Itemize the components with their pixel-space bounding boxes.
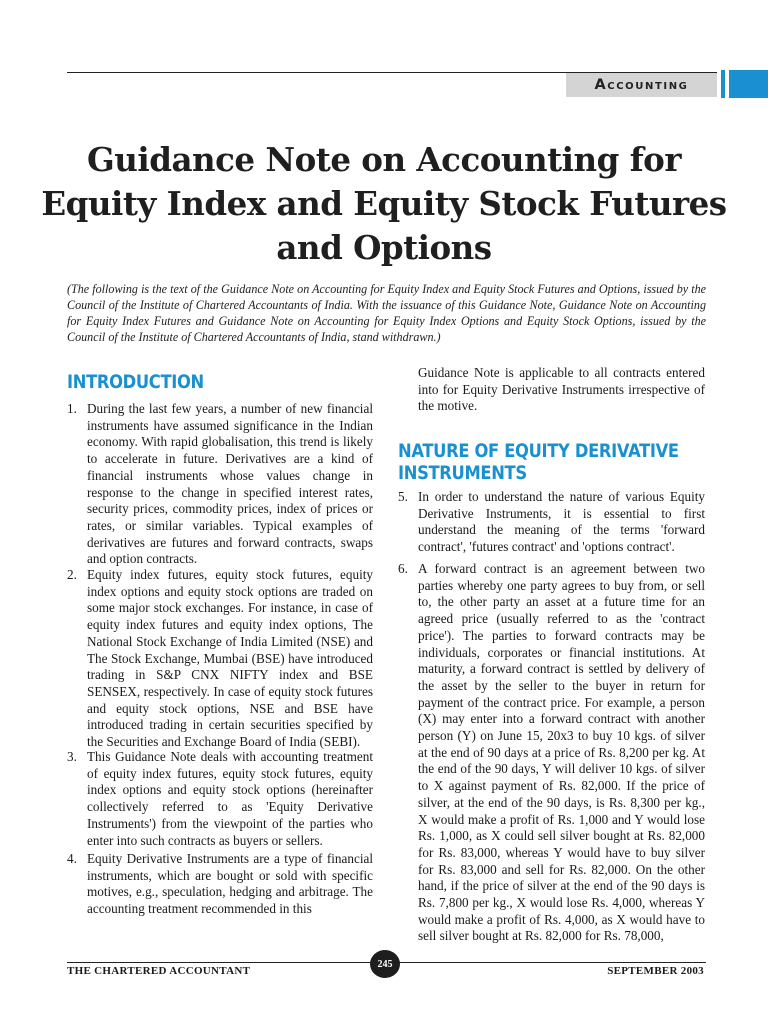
paragraph-4 <box>67 851 373 918</box>
heading-nature-line1: NATURE OF EQUITY DERIVATIVE <box>398 440 679 462</box>
page-number-badge: 245 <box>370 950 400 978</box>
article-title: Guidance Note on Accounting for Equity Index and Equity Stock Futures and Options <box>41 140 727 267</box>
issue-date: SEPTEMBER 2003 <box>607 965 704 977</box>
header-accent-bar <box>729 70 768 98</box>
intro-note: (The following is the text of the Guidance Note on Accounting for Equity Index and Equity Stock Futures and Options, issued by the Council of the Institute of Chartered Accountants of India. With the issuance of this Guidance Note, Guidance Note on Accounting for Equity Index Futures and Guidance Note on Accounting for Equity Index Options and Equity Stock Options, issued by the Council of the Institute of Chartered Accountants of India, stand withdrawn.) <box>67 282 706 345</box>
paragraph-number: 4. <box>67 851 77 866</box>
paragraph-text: In order to understand the nature of various Equity Derivative Instruments, it is essential to first understand the meaning of the terms 'forward contract', 'futures contract' and 'options contract'. <box>418 489 705 555</box>
section-label: Accounting <box>566 73 717 97</box>
paragraph-number: 6. <box>398 561 408 576</box>
paragraph-5 <box>398 489 705 556</box>
paragraph-text: During the last few years, a number of new financial instruments have assumed significance in the Indian economy. With rapid globalisation, this trend is likely to accelerate in future. Derivatives are a kind of financial instruments whose values change in response to the change in specified interest rates, security prices, commodity prices, index of prices or rates, or similar variables. Typical examples of derivatives are futures and forward contracts, swaps and option contracts. <box>87 401 373 567</box>
paragraph-text: Equity Derivative Instruments are a type of financial instruments, which are bought or sold with specific motives, e.g., speculation, hedging and arbitrage. The accounting treatment recommended in this <box>87 851 373 917</box>
paragraph-number: 3. <box>67 749 77 764</box>
heading-nature-line2: INSTRUMENTS <box>398 462 527 484</box>
paragraph-number: 5. <box>398 489 408 504</box>
header-accent-bar-thin <box>721 70 725 98</box>
paragraph-number: 2. <box>67 567 77 582</box>
paragraph-number: 1. <box>67 401 77 416</box>
paragraph-4-continuation: Guidance Note is applicable to all contracts entered into for Equity Derivative Instruments irrespective of the motive. <box>418 365 705 414</box>
paragraph-text: This Guidance Note deals with accounting treatment of equity index futures, equity stock futures, equity index options and equity stock options (hereinafter collectively referred to as 'Equity Derivative Instruments') from the viewpoint of the parties who enter into such contracts as buyers or sellers. <box>87 749 373 848</box>
paragraph-text: Equity index futures, equity stock futures, equity index options and equity stock options are traded on some major stock exchanges. For instance, in case of equity index futures and equity index options, The National Stock Exchange of India Limited (NSE) and The Stock Exchange, Mumbai (BSE) have introduced trading in S&P CNX NIFTY index and BSE SENSEX, respectively. In case of equity stock futures and equity stock options, NSE and BSE have introduced trading in certain securities specified by the Securities and Exchange Board of India (SEBI). <box>87 567 373 750</box>
paragraph-1 <box>67 401 373 568</box>
paragraph-text: A forward contract is an agreement between two parties whereby one party agrees to buy from, or sell to, the other party an asset at a future time for an agreed price (usually referred to as the 'contract price'). The parties to forward contracts may be individuals, corporates or financial institutions. At maturity, a forward contract is settled by delivery of the asset by the seller to the buyer in return for payment of the contract price. For example, a person (X) may enter into a forward contract with another person (Y) on June 15, 20x3 to buy 10 kgs. of silver at the end of 90 days at a price of Rs. 8,200 per kg. At the end of the 90 days, Y will deliver 10 kgs. of silver to X against payment of Rs. 82,000. If the price of silver, at the end of the 90 days, is Rs. 8,300 per kg., X would make a profit of Rs. 1,000 and Y would lose Rs. 1,000, as X could sell silver bought at Rs. 82,000 for Rs. 83,000, whereas Y would have to buy silver for Rs. 83,000 and sell for Rs. 82,000. On the other hand, if the price of silver at the end of the 90 days is Rs. 7,800 per kg., X would lose Rs. 4,000, whereas Y would make a profit of Rs. 4,000, as X would have to sell silver bought at Rs. 82,000 for Rs. 78,000, <box>418 561 705 944</box>
paragraph-6 <box>398 561 705 945</box>
journal-name: THE CHARTERED ACCOUNTANT <box>67 965 251 977</box>
heading-introduction: INTRODUCTION <box>67 371 204 393</box>
paragraph-3 <box>67 749 373 849</box>
paragraph-2 <box>67 567 373 751</box>
